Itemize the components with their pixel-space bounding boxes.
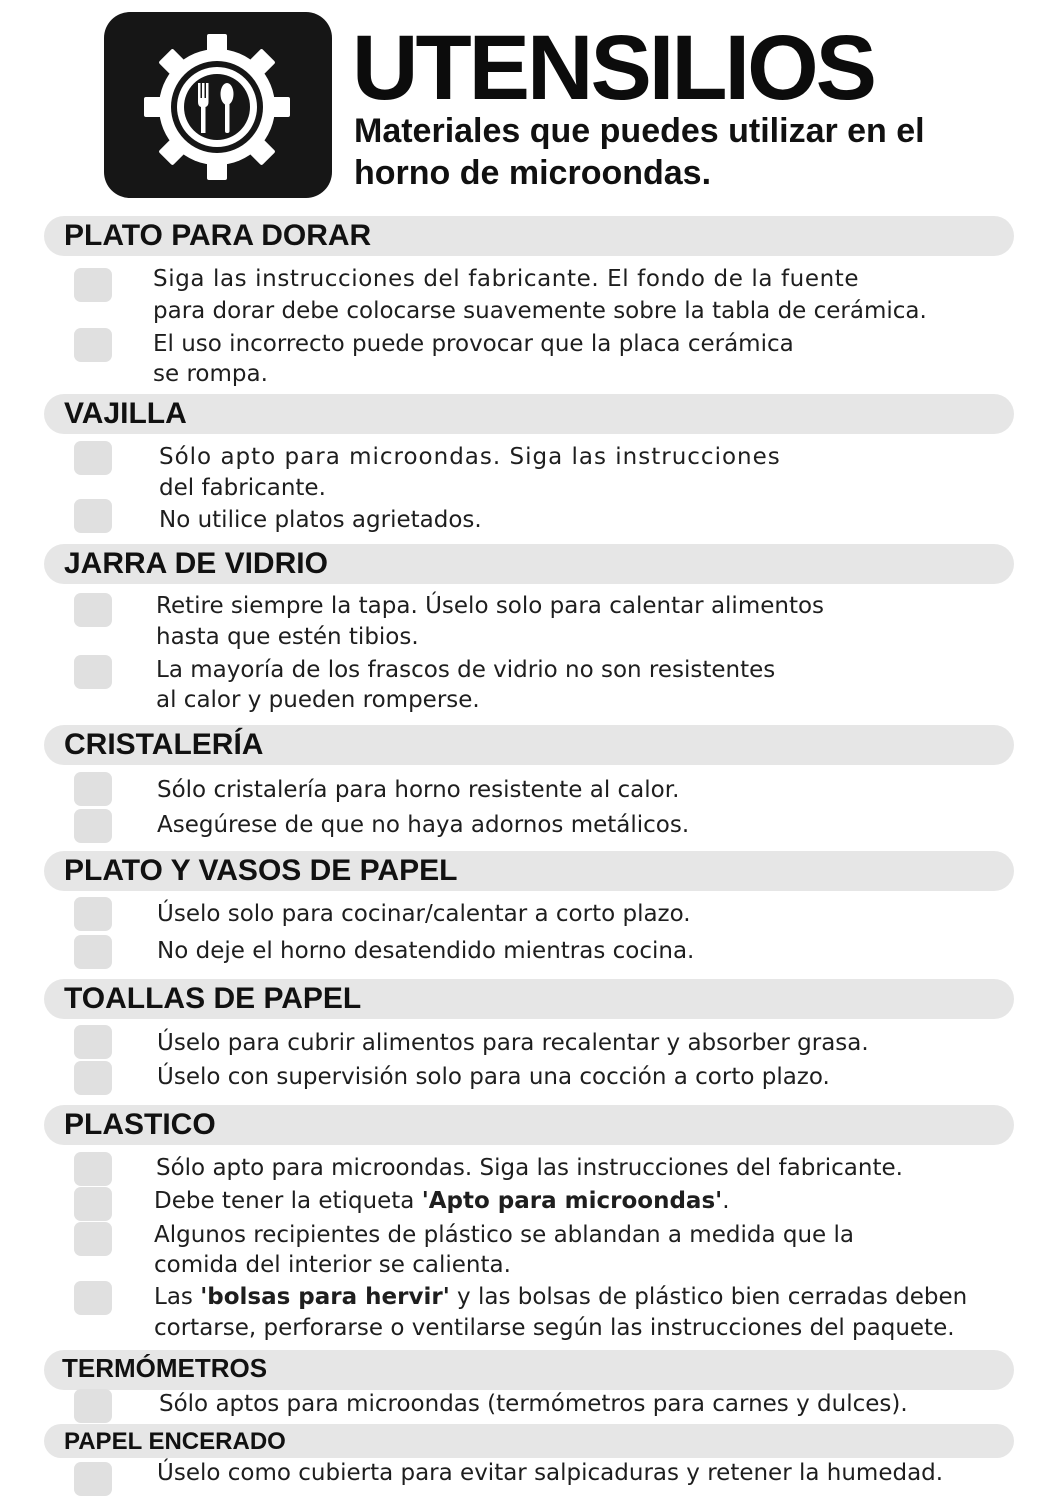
item-text: La mayoría de los frascos de vidrio no son resistentes	[156, 657, 776, 683]
item-text: al calor y pueden romperse.	[156, 687, 480, 713]
item-text: Sólo aptos para microondas (termómetros para carnes y dulces).	[159, 1391, 908, 1417]
section-title: PAPEL ENCERADO	[64, 1428, 286, 1455]
checkbox[interactable]	[74, 897, 112, 931]
item-text: Sólo apto para microondas. Siga las instrucciones	[159, 444, 781, 470]
item-text: Úselo para cubrir alimentos para recalentar y absorber grasa.	[157, 1030, 869, 1056]
checkbox[interactable]	[74, 593, 112, 627]
item-text: No deje el horno desatendido mientras cocina.	[157, 938, 695, 964]
logo	[104, 12, 332, 198]
item-text: hasta que estén tibios.	[156, 624, 419, 650]
checkbox[interactable]	[74, 1152, 112, 1186]
item-text: Úselo solo para cocinar/calentar a corto plazo.	[157, 901, 691, 927]
item-text	[154, 1186, 730, 1216]
page-subtitle: Materiales que puedes utilizar en el horno de microondas.	[354, 112, 925, 192]
section-header-bar	[44, 394, 1014, 434]
item-text: del fabricante.	[159, 475, 326, 501]
item-text: cortarse, perforarse o ventilarse según las instrucciones del paquete.	[154, 1315, 955, 1341]
item-text: Asegúrese de que no haya adornos metálicos.	[157, 812, 690, 838]
item-text: Sólo apto para microondas. Siga las instrucciones del fabricante.	[156, 1155, 903, 1181]
section-title: CRISTALERÍA	[64, 728, 264, 761]
item-text: comida del interior se calienta.	[154, 1252, 511, 1278]
section-title: PLATO PARA DORAR	[64, 219, 372, 252]
section-title: TOALLAS DE PAPEL	[64, 982, 362, 1015]
item-text-plain: y las bolsas de plástico bien cerradas deben	[449, 1284, 968, 1310]
checkbox[interactable]	[74, 1281, 112, 1315]
checkbox[interactable]	[74, 772, 112, 806]
checkbox[interactable]	[74, 1025, 112, 1059]
item-text: El uso incorrecto puede provocar que la placa cerámica	[153, 331, 794, 357]
item-text: se rompa.	[153, 361, 268, 387]
checkbox[interactable]	[74, 935, 112, 969]
section-title: PLASTICO	[64, 1108, 216, 1141]
item-text: Siga las instrucciones del fabricante. El fondo de la fuente	[153, 266, 860, 292]
page-title: UTENSILIOS	[352, 17, 875, 119]
item-text: Úselo con supervisión solo para una cocción a corto plazo.	[157, 1064, 830, 1090]
item-text: para dorar debe colocarse suavemente sobre la tabla de cerámica.	[153, 298, 927, 324]
checkbox[interactable]	[74, 1187, 112, 1221]
item-text: Algunos recipientes de plástico se ablandan a medida que la	[154, 1222, 854, 1248]
item-text-bold: 'Apto para microondas'	[421, 1188, 723, 1214]
item-text-plain: Las	[154, 1284, 201, 1310]
checkbox[interactable]	[74, 1389, 112, 1423]
section-title: JARRA DE VIDRIO	[64, 547, 328, 580]
section-title: PLATO Y VASOS DE PAPEL	[64, 854, 458, 887]
item-text	[154, 1282, 967, 1312]
item-text-plain: .	[722, 1188, 730, 1214]
checkbox[interactable]	[74, 1222, 112, 1256]
checkbox[interactable]	[74, 1462, 112, 1496]
gear-fork-spoon-icon	[142, 32, 292, 182]
checkbox[interactable]	[74, 441, 112, 475]
checkbox[interactable]	[74, 809, 112, 843]
checkbox[interactable]	[74, 328, 112, 362]
checkbox[interactable]	[74, 1061, 112, 1095]
checkbox[interactable]	[74, 499, 112, 533]
item-text-bold: 'bolsas para hervir'	[200, 1284, 450, 1310]
item-text: Retire siempre la tapa. Úselo solo para calentar alimentos	[156, 593, 825, 619]
item-text: Úselo como cubierta para evitar salpicaduras y retener la humedad.	[157, 1460, 944, 1486]
section-title: VAJILLA	[64, 397, 187, 430]
item-text: No utilice platos agrietados.	[159, 507, 482, 533]
checkbox[interactable]	[74, 655, 112, 689]
section-title: TERMÓMETROS	[62, 1353, 268, 1383]
item-text-plain: Debe tener la etiqueta	[154, 1188, 422, 1214]
item-text: Sólo cristalería para horno resistente al calor.	[157, 777, 680, 803]
checkbox[interactable]	[74, 268, 112, 302]
